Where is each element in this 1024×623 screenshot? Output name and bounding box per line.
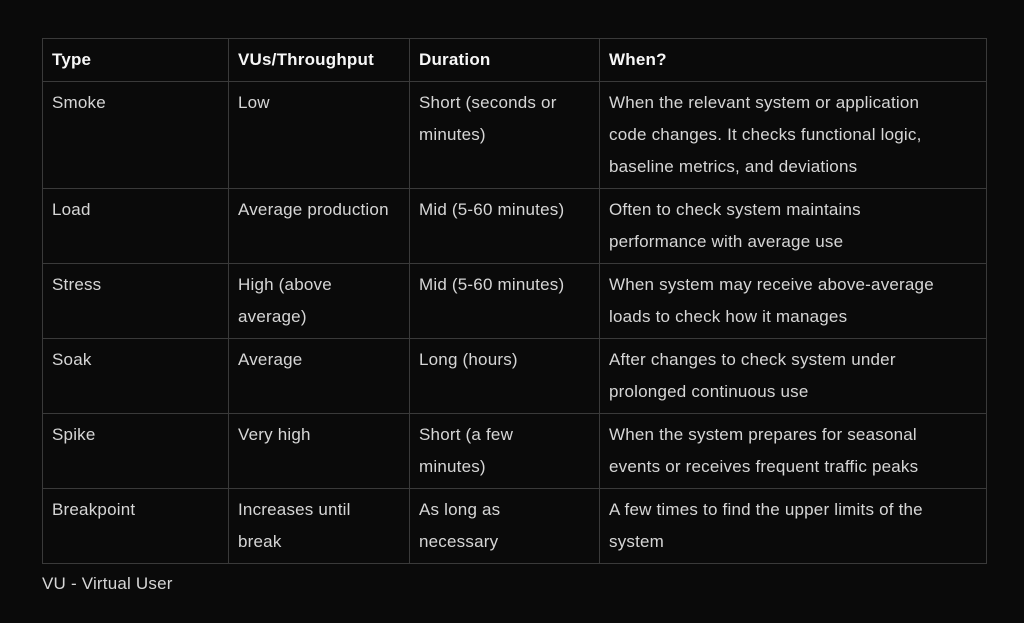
cell-line: When the relevant system or application — [609, 93, 920, 112]
cell-type — [43, 339, 229, 414]
table-row-stress — [43, 264, 987, 339]
cell-line: Smoke — [52, 93, 106, 112]
cell-when — [600, 414, 987, 489]
column-header-vus-throughput: VUs/Throughput — [229, 39, 410, 82]
cell-line: average) — [238, 307, 307, 326]
cell-duration — [410, 264, 600, 339]
cell-line: A few times to find the upper limits of the — [609, 500, 923, 519]
cell-line: Spike — [52, 425, 96, 444]
load-test-types-table-wrap — [42, 38, 987, 564]
cell-type — [43, 82, 229, 189]
cell-line: Load — [52, 200, 91, 219]
cell-line: Low — [238, 93, 270, 112]
cell-line: As long as — [419, 500, 501, 519]
cell-line: events or receives frequent traffic peaks — [609, 457, 919, 476]
cell-when — [600, 264, 987, 339]
cell-type — [43, 489, 229, 564]
cell-line: Average production — [238, 200, 389, 219]
cell-duration — [410, 189, 600, 264]
cell-when — [600, 489, 987, 564]
cell-vus — [229, 264, 410, 339]
cell-line: break — [238, 532, 282, 551]
cell-line: Increases until — [238, 500, 351, 519]
table-row-breakpoint — [43, 489, 987, 564]
cell-line: Mid (5-60 minutes) — [419, 200, 565, 219]
column-header-type: Type — [43, 39, 229, 82]
cell-line: Mid (5-60 minutes) — [419, 275, 565, 294]
load-test-types-table — [42, 38, 987, 564]
cell-when — [600, 189, 987, 264]
cell-line: prolonged continuous use — [609, 382, 809, 401]
cell-line: Breakpoint — [52, 500, 136, 519]
cell-line: Often to check system maintains — [609, 200, 861, 219]
cell-vus — [229, 414, 410, 489]
column-header-when: When? — [600, 39, 987, 82]
cell-type — [43, 264, 229, 339]
footnote-vu-legend: VU - Virtual User — [42, 574, 173, 593]
cell-line: baseline metrics, and deviations — [609, 157, 858, 176]
cell-duration — [410, 489, 600, 564]
cell-line: High (above — [238, 275, 332, 294]
cell-line: Soak — [52, 350, 92, 369]
cell-line: Short (a few — [419, 425, 514, 444]
cell-type — [43, 414, 229, 489]
cell-when — [600, 339, 987, 414]
cell-when — [600, 82, 987, 189]
cell-line: minutes) — [419, 457, 486, 476]
cell-line: minutes) — [419, 125, 486, 144]
cell-line: Very high — [238, 425, 311, 444]
table-row-spike — [43, 414, 987, 489]
cell-vus — [229, 82, 410, 189]
cell-line: When system may receive above-average — [609, 275, 934, 294]
table-row-smoke — [43, 82, 987, 189]
cell-line: Long (hours) — [419, 350, 518, 369]
cell-line: After changes to check system under — [609, 350, 896, 369]
cell-line: necessary — [419, 532, 499, 551]
header-row — [43, 39, 987, 82]
cell-vus — [229, 339, 410, 414]
cell-line: Short (seconds or — [419, 93, 557, 112]
cell-line: performance with average use — [609, 232, 844, 251]
cell-line: system — [609, 532, 665, 551]
cell-duration — [410, 414, 600, 489]
cell-vus — [229, 489, 410, 564]
cell-duration — [410, 82, 600, 189]
cell-line: loads to check how it manages — [609, 307, 848, 326]
table-row-soak — [43, 339, 987, 414]
cell-line: Average — [238, 350, 303, 369]
cell-duration — [410, 339, 600, 414]
cell-line: code changes. It checks functional logic, — [609, 125, 922, 144]
cell-line: Stress — [52, 275, 102, 294]
column-header-duration: Duration — [410, 39, 600, 82]
cell-line: When the system prepares for seasonal — [609, 425, 917, 444]
cell-type — [43, 189, 229, 264]
table-row-load — [43, 189, 987, 264]
cell-vus — [229, 189, 410, 264]
